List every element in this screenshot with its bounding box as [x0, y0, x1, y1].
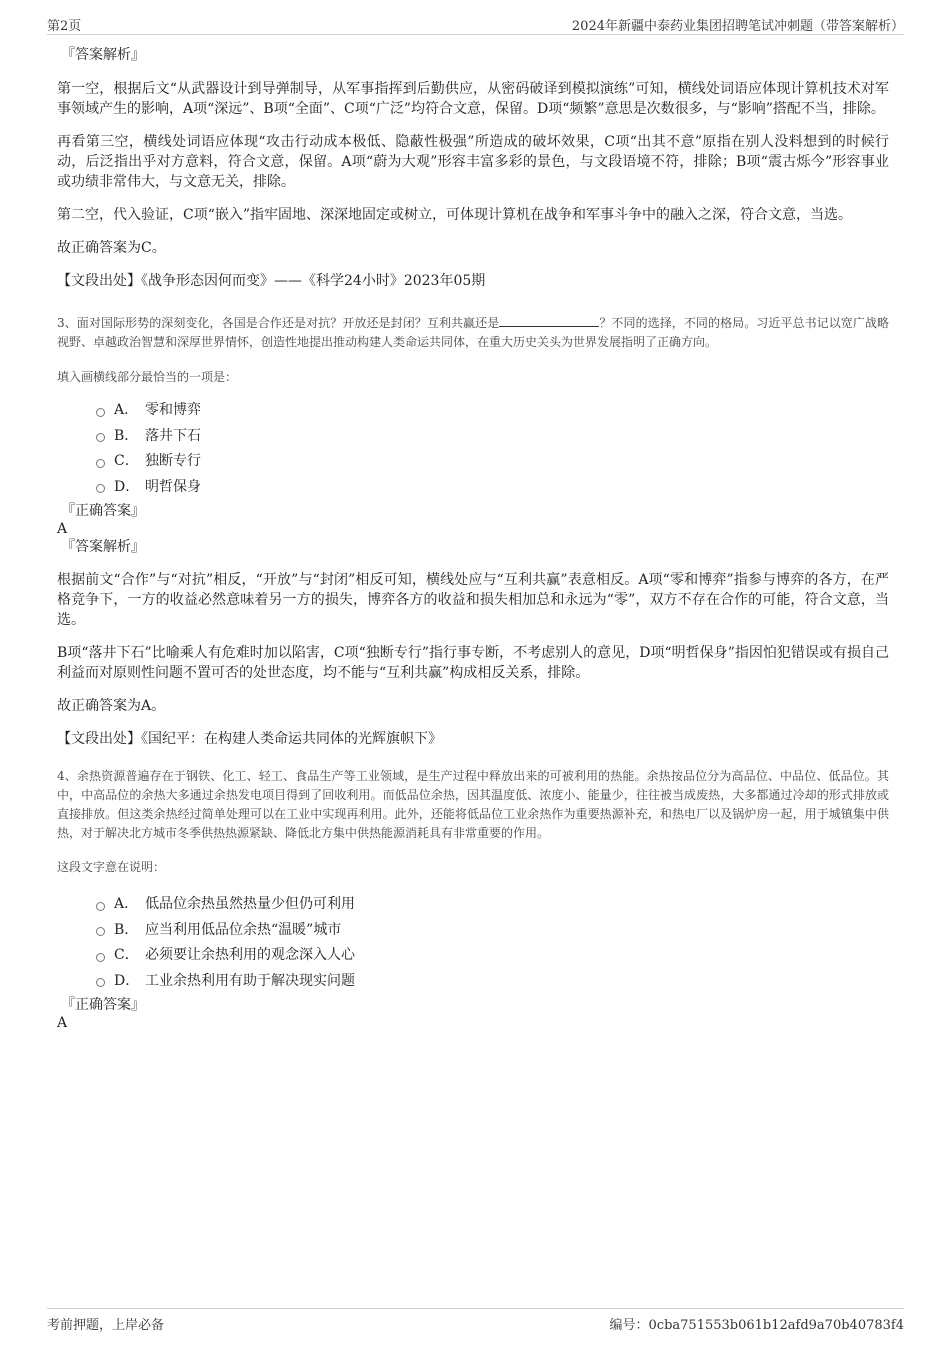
question-4-prompt: 这段文字意在说明：: [57, 860, 166, 874]
radio-button[interactable]: [96, 433, 105, 442]
analysis-paragraph: 第一空，根据后文“从武器设计到导弹制导，从军事指挥到后勤供应，从密码破译到模拟演练”可知，横线处词语应体现计算机技术对军事领域产生的影响，A项“深远”、B项“全面”、C项“广泛”均符合文意，保留。D项“频繁”意思是次数很多，与“影响”搭配不当，排除。: [57, 81, 889, 117]
document-title: 2024年新疆中泰药业集团招聘笔试冲刺题（带答案解析）: [571, 19, 904, 34]
analysis-conclusion: 故正确答案为A。: [57, 698, 166, 714]
page-header: [47, 12, 904, 35]
option-d[interactable]: D． 工业余热利用有助于解决现实问题: [96, 969, 889, 995]
correct-answer-label: 『正确答案』: [61, 503, 145, 519]
correct-answer-label: 『正确答案』: [61, 997, 145, 1013]
question-3-prompt: 填入画横线部分最恰当的一项是：: [57, 370, 238, 384]
option-a[interactable]: A． 低品位余热虽然热量少但仍可利用: [96, 892, 889, 918]
option-a[interactable]: A． 零和博弈: [96, 398, 889, 424]
question-4-options: [57, 892, 889, 994]
page-number: 第2页: [47, 19, 82, 34]
analysis-paragraph: B项“落井下石”比喻乘人有危难时加以陷害，C项“独断专行”指行事专断，不考虑别人的意见，D项“明哲保身”指因怕犯错误或有损自己利益而对原则性问题不置可否的处世态度，均不能与“互利共赢”构成相反关系，排除。: [57, 645, 889, 681]
question-3-text: 3、面对国际形势的深刻变化，各国是合作还是对抗？开放还是封闭？互利共赢还是 ？不同的选择，不同的格局。习近平总书记以宽广战略视野、卓越政治智慧和深厚世界情怀，创造性地提出推动构建人类命运共同体，在重大历史关头为世界发展指明了正确方向。: [57, 313, 889, 352]
radio-button[interactable]: [96, 953, 105, 962]
footer-slogan: 考前押题，上岸必备: [47, 1318, 165, 1333]
radio-button[interactable]: [96, 927, 105, 936]
source-citation: 【文段出处】《战争形态因何而变》——《科学24小时》2023年05期: [57, 273, 486, 289]
radio-button[interactable]: [96, 902, 105, 911]
fill-in-blank: [499, 313, 599, 327]
radio-button[interactable]: [96, 484, 105, 493]
correct-answer: A: [57, 521, 68, 537]
source-citation: 【文段出处】《国纪平：在构建人类命运共同体的光辉旗帜下》: [57, 731, 442, 747]
radio-button[interactable]: [96, 408, 105, 417]
option-d[interactable]: D． 明哲保身: [96, 475, 889, 501]
option-b[interactable]: B． 应当利用低品位余热“温暖”城市: [96, 918, 889, 944]
analysis-conclusion: 故正确答案为C。: [57, 240, 166, 256]
analysis-label: 『答案解析』: [61, 47, 145, 63]
correct-answer: A: [57, 1015, 68, 1031]
radio-button[interactable]: [96, 459, 105, 468]
question-4-text: 4、余热资源普遍存在于钢铁、化工、轻工、食品生产等工业领域，是生产过程中释放出来的可被利用的热能。余热按品位分为高品位、中品位、低品位。其中，中高品位的余热大多通过余热发电项目得到了回收利用。而低品位余热，因其温度低、浓度小、能量少，往往被当成废热，大多都通过冷却的形式排放或直接排放。但这类余热经过简单处理可以在工业中实现再利用。此外，还能将低品位工业余热作为重要热源补充，和热电厂以及锅炉房一起，用于城镇集中供热，对于解决北方城市冬季供热热源紧缺、降低北方集中供热能源消耗具有非常重要的作用。: [57, 769, 889, 840]
page-footer: [47, 1308, 904, 1333]
option-c[interactable]: C． 必须要让余热利用的观念深入人心: [96, 943, 889, 969]
option-b[interactable]: B． 落井下石: [96, 424, 889, 450]
document-code: 编号：0cba751553b061b12afd9a70b40783f4: [609, 1318, 904, 1333]
radio-button[interactable]: [96, 978, 105, 987]
analysis-paragraph: 再看第三空，横线处词语应体现“攻击行动成本极低、隐蔽性极强”所造成的破坏效果，C项“出其不意”原指在别人没料想到的时候行动，后泛指出乎对方意料，符合文意，保留。A项“蔚为大观”形容丰富多彩的景色，与文段语境不符，排除；B项“震古烁今”形容事业或功绩非常伟大，与文意无关，排除。: [57, 134, 889, 190]
analysis-paragraph: 第二空，代入验证，C项“嵌入”指牢固地、深深地固定或树立，可体现计算机在战争和军事斗争中的融入之深，符合文意，当选。: [57, 207, 853, 223]
question-3-options: [57, 398, 889, 500]
page-content: [57, 46, 889, 1032]
option-c[interactable]: C． 独断专行: [96, 449, 889, 475]
analysis-label: 『答案解析』: [61, 539, 145, 555]
analysis-paragraph: 根据前文“合作”与“对抗”相反，“开放”与“封闭”相反可知，横线处应与“互利共赢”表意相反。A项“零和博弈”指参与博弈的各方，在严格竞争下，一方的收益必然意味着另一方的损失，博弈各方的收益和损失相加总和永远为“零”，双方不存在合作的可能，符合文意，当选。: [57, 572, 889, 628]
